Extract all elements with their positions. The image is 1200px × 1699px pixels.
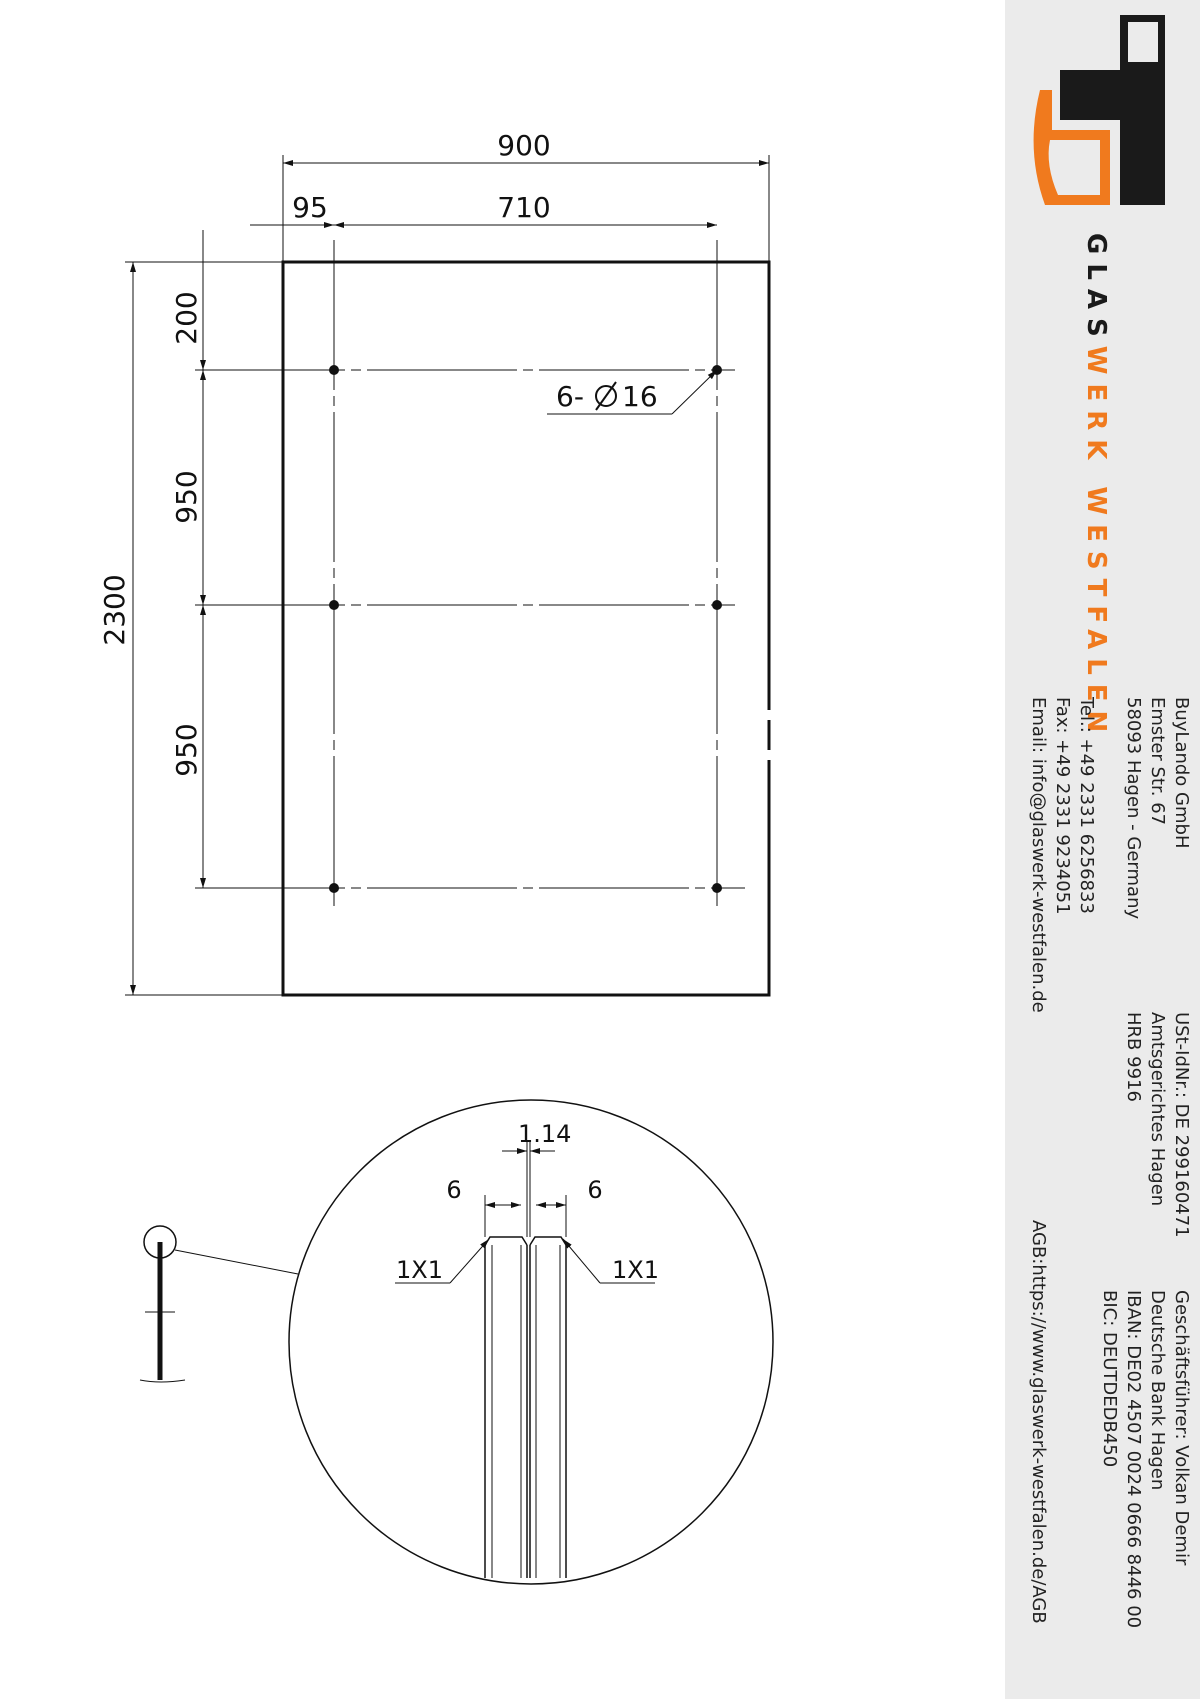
hole <box>329 365 339 375</box>
hole-diameter-label: 16 <box>622 380 658 413</box>
company-city: 58093 Hagen - Germany <box>1123 697 1144 920</box>
panel-outline <box>283 262 769 995</box>
company-hrb: HRB 9916 <box>1123 1012 1144 1102</box>
dim-left-thickness: 6 <box>446 1176 462 1204</box>
company-iban: IBAN: DE02 4507 0024 0666 8446 00 <box>1123 1290 1144 1629</box>
company-agb: AGB:https://www.glaswerk-westfalen.de/AGB <box>1028 1220 1049 1624</box>
detail-leader <box>175 1250 298 1274</box>
edge-reference <box>140 1226 298 1382</box>
chamfer-left: 1X1 <box>396 1256 443 1284</box>
company-tel: Tel.: +49 2331 6256833 <box>1076 697 1097 914</box>
dim-edge-offset: 95 <box>292 191 328 224</box>
company-info <box>1028 696 1192 1628</box>
dim-total-height: 2300 <box>98 574 131 646</box>
hole <box>329 883 339 893</box>
hole <box>329 600 339 610</box>
hole <box>712 600 722 610</box>
brand-name-dark: GLAS <box>1081 233 1111 346</box>
company-street: Emster Str. 67 <box>1147 697 1168 826</box>
company-vat: USt-IdNr.: DE 299160471 <box>1171 1012 1192 1238</box>
company-court: Amtsgerichtes Hagen <box>1147 1012 1168 1207</box>
glass-panel <box>195 240 772 995</box>
hole <box>712 883 722 893</box>
company-bank: Deutsche Bank Hagen <box>1147 1290 1168 1491</box>
brand-name-accent: WERK WESTFALEN <box>1081 345 1111 742</box>
edge-break <box>766 710 772 720</box>
edge-break <box>766 750 772 760</box>
dim-hole-spacing-y1: 950 <box>170 470 203 524</box>
company-manager: Geschäftsführer: Volkan Demir <box>1171 1290 1192 1566</box>
dim-right-thickness: 6 <box>587 1176 603 1204</box>
diameter-icon <box>596 382 616 410</box>
dim-total-width: 900 <box>497 129 551 162</box>
company-name: BuyLando GmbH <box>1171 697 1192 849</box>
company-bic: BIC: DEUTDEDB450 <box>1099 1290 1120 1468</box>
detail-circle <box>289 1100 773 1584</box>
hole-count-label: 6- <box>556 380 584 413</box>
dim-hole-spacing-y2: 950 <box>170 723 203 777</box>
glaswerk-logo-icon <box>1034 15 1165 205</box>
dim-gap: 1.14 <box>518 1120 572 1148</box>
vertical-dimensions <box>125 230 283 995</box>
brand-name <box>1081 233 1111 741</box>
dim-top-offset: 200 <box>170 291 203 345</box>
dim-hole-spacing-x: 710 <box>497 191 551 224</box>
chamfer-right: 1X1 <box>612 1256 659 1284</box>
company-fax: Fax: +49 2331 9234051 <box>1052 697 1073 915</box>
company-email: Email: info@glaswerk-westfalen.de <box>1028 697 1049 1013</box>
detail-view <box>289 1100 773 1584</box>
